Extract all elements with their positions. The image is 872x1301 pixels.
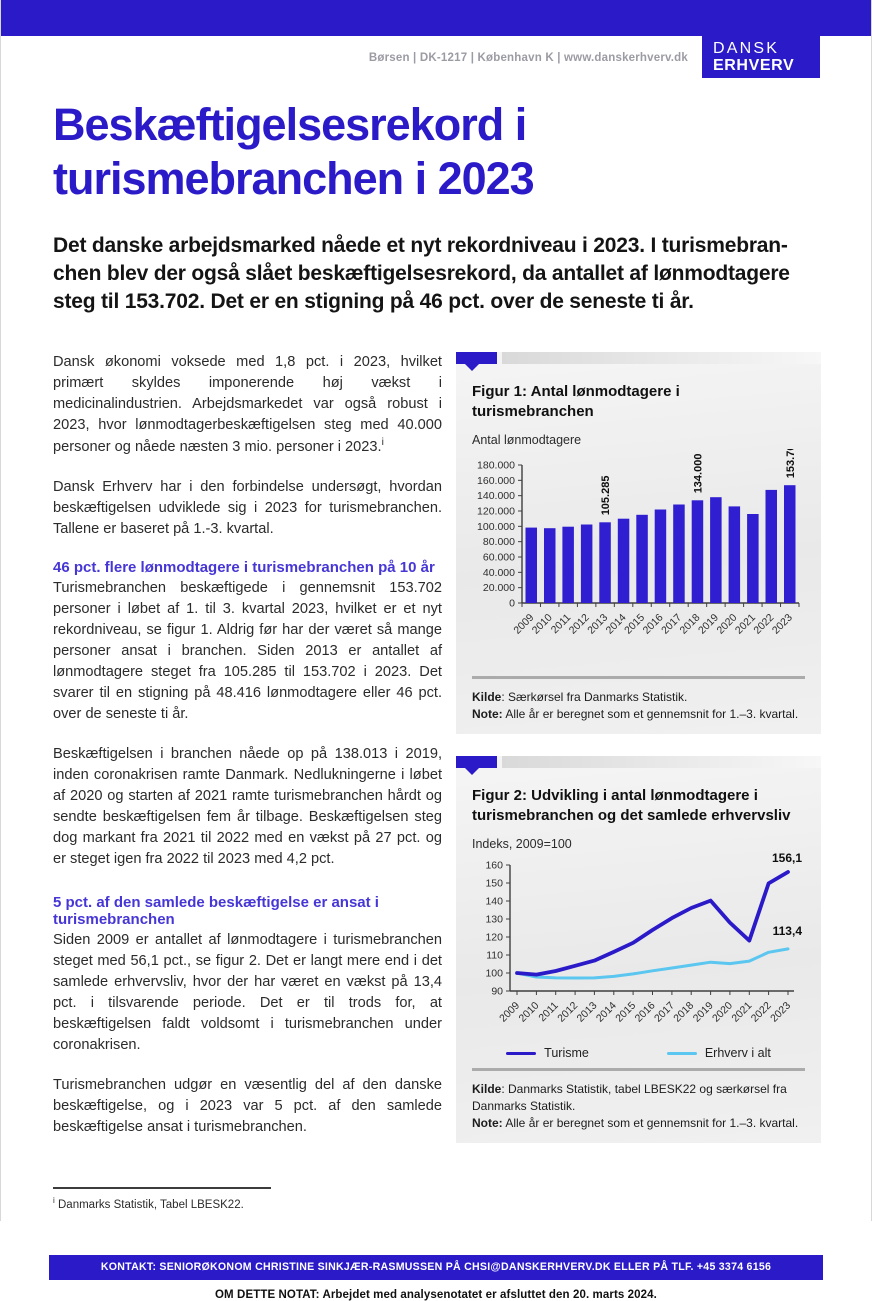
svg-text:2016: 2016 [640, 612, 666, 638]
figure-divider [472, 1068, 805, 1071]
footnote-text [53, 1196, 819, 1211]
svg-text:20.000: 20.000 [482, 582, 515, 595]
figure-2-title: Figur 2: Udvikling i antal lønmodtagere i turismebranchen og det samlede erhvervsliv [472, 787, 791, 824]
figure-1-box [456, 352, 821, 734]
figure-accent-tab [456, 756, 497, 768]
source-label: Kilde [472, 690, 502, 705]
svg-text:2021: 2021 [729, 1000, 755, 1026]
svg-text:60.000: 60.000 [482, 551, 515, 564]
svg-text:130: 130 [485, 913, 503, 926]
dansk-erhverv-logo [702, 36, 820, 78]
body-text-column [53, 352, 442, 1165]
svg-text:2015: 2015 [613, 1000, 639, 1026]
main-columns [53, 352, 819, 1165]
figure-2-header-strip [456, 756, 821, 768]
svg-text:134.000: 134.000 [692, 453, 705, 494]
svg-text:105.285: 105.285 [600, 475, 613, 516]
legend-label-turisme: Turisme [544, 1046, 589, 1061]
svg-text:120: 120 [485, 931, 503, 944]
svg-text:150: 150 [485, 877, 503, 890]
legend-item-erhverv [667, 1046, 771, 1060]
svg-text:153.702: 153.702 [784, 449, 797, 479]
svg-text:90: 90 [491, 985, 503, 998]
figure-2-note-line [472, 1115, 805, 1132]
svg-text:156,1: 156,1 [771, 853, 802, 866]
svg-text:2012: 2012 [555, 1000, 581, 1026]
svg-text:180.000: 180.000 [477, 459, 515, 472]
svg-text:2013: 2013 [585, 612, 611, 638]
figure-1-title: Figur 1: Antal lønmodtagere i turismebranchen [472, 383, 680, 420]
contact-bar: KONTAKT: SENIORØKONOM CHRISTINE SINKJÆR-RASMUSSEN PÅ CHSI@DANSKERHVERV.DK ELLER PÅ TLF. +45 3374 6156 [49, 1255, 823, 1280]
figure-header-gradient [502, 352, 821, 364]
svg-text:2014: 2014 [593, 1000, 619, 1026]
body-paragraph-1-text: Dansk økonomi voksede med 1,8 pct. i 2023, hvilket primært skyldes imponerende høj vækst i medicinalindustrien. Arbejdsmarkedet var også robust i 2023, hvor lønmodtagerbeskæftigelsen steg med 40.000 personer og nåede næsten 3 mio. personer i 2023. [53, 354, 442, 456]
svg-text:2016: 2016 [632, 1000, 658, 1026]
svg-text:2014: 2014 [603, 612, 629, 638]
figure-divider [472, 676, 805, 679]
svg-text:120.000: 120.000 [477, 505, 515, 518]
svg-text:160.000: 160.000 [477, 475, 515, 488]
svg-text:80.000: 80.000 [482, 536, 515, 549]
svg-text:2019: 2019 [696, 612, 722, 638]
figure-2-y-axis-label: Indeks, 2009=100 [472, 837, 572, 852]
figure-1-header-strip [456, 352, 821, 364]
line-chart-index [472, 853, 805, 1044]
svg-text:2023: 2023 [768, 1000, 794, 1026]
svg-text:2012: 2012 [566, 612, 592, 638]
svg-text:2018: 2018 [671, 1000, 697, 1026]
note-text: Alle år er beregnet som et gennemsnit for 1.–3. kvartal. [502, 706, 799, 721]
body-paragraph-6: Turismebranchen udgør en væsentlig del af den danske beskæftigelse, og i 2023 var 5 pct. af den samlede beskæftigelse ansat i turismebranchen. [53, 1077, 442, 1136]
svg-text:2009: 2009 [511, 612, 537, 638]
svg-text:2022: 2022 [751, 612, 777, 638]
svg-text:0: 0 [509, 597, 515, 610]
section-heading-5-pct: 5 pct. af den samlede beskæftigelse er ansat i turismebranchen [53, 894, 379, 929]
legend-label-erhverv: Erhverv i alt [704, 1046, 771, 1061]
svg-text:2018: 2018 [677, 612, 703, 638]
logo-line-1: DANSK [713, 40, 780, 57]
figure-1-source-line [472, 689, 805, 706]
figure-1-y-axis-label: Antal lønmodtagere [472, 433, 582, 448]
source-label: Kilde [472, 1082, 502, 1097]
note-label: Note: [472, 706, 503, 721]
svg-text:2020: 2020 [714, 612, 740, 638]
legend-swatch-turisme [506, 1052, 536, 1056]
svg-text:2020: 2020 [710, 1000, 736, 1026]
footnote-body: Danmarks Statistik, Tabel LBESK22. [58, 1198, 244, 1211]
figure-accent-tab [456, 352, 497, 364]
svg-text:140.000: 140.000 [477, 490, 515, 503]
footnote-marker: i [53, 1196, 55, 1206]
svg-text:2022: 2022 [748, 1000, 774, 1026]
figure-2-source-line [472, 1081, 805, 1114]
figure-2-box [456, 756, 821, 1143]
footnote-rule [53, 1187, 271, 1189]
svg-text:100.000: 100.000 [477, 521, 515, 534]
body-paragraph-4: Beskæftigelsen i branchen nåede op på 138.013 i 2019, inden coronakrisen ramte Danmark. Nedlukningerne i løbet af 2020 og starten af 2021 ramte turismebranchen hårdt og sendte beskæftigelsen fem år tilbage. Beskæftigelsen steg dog markant fra 2021 til 2022 med en vækst på 27 pct. og er steget igen fra 2022 til 2023 med 4,2 pct. [53, 746, 442, 868]
svg-text:140: 140 [485, 895, 503, 908]
svg-text:2010: 2010 [529, 612, 555, 638]
figure-accent-pointer [465, 768, 479, 775]
figure-header-gradient [502, 756, 821, 768]
svg-text:2009: 2009 [497, 1000, 523, 1026]
source-text: : Særkørsel fra Danmarks Statistik. [501, 690, 688, 705]
note-text: Alle år er beregnet som et gennemsnit for 1.–3. kvartal. [502, 1115, 799, 1130]
about-note: OM DETTE NOTAT: Arbejdet med analysenotatet er afsluttet den 20. marts 2024. [215, 1288, 657, 1301]
page-title: Beskæftigelsesrekord i turismebranchen i 2023 [53, 99, 534, 204]
svg-text:2023: 2023 [769, 612, 795, 638]
svg-text:110: 110 [486, 949, 503, 962]
svg-text:2017: 2017 [652, 1000, 678, 1026]
footnote-section [53, 1187, 819, 1211]
legend-swatch-erhverv [667, 1052, 697, 1056]
figure-accent-pointer [465, 364, 479, 371]
body-paragraph-5: Siden 2009 er antallet af lønmodtagere i turismebranchen steget med 56,1 pct., se figur 2. Det er langt mere end i det samlede erhvervsliv, hvor der har været en vækst på 13,4 pct. i tilsvarende periode. Det er til trods for, at beskæftigelsen faldt voldsomt i turismebranchen under coronakrisen. [53, 932, 442, 1054]
legend-item-turisme [506, 1046, 589, 1060]
figure-1-note-line [472, 706, 805, 723]
figure-2-body [456, 768, 821, 1143]
lede-paragraph: Det danske arbejdsmarked nåede et nyt rekordniveau i 2023. I turismebranchen blev der også slået beskæftigelsesrekord, da antallet af lønmodtagere steg til 153.702. Det er en stigning på 46 pct. over de seneste ti år. [53, 234, 790, 314]
figure-1-body [456, 364, 821, 734]
page-header [1, 36, 871, 80]
note-label: Note: [472, 1115, 503, 1130]
svg-text:2015: 2015 [622, 612, 648, 638]
svg-text:113,4: 113,4 [772, 924, 802, 939]
logo-line-2: ERHVERV [713, 57, 795, 75]
section-heading-46-pct: 46 pct. flere lønmodtagere i turismebranchen på 10 år [53, 559, 435, 577]
top-accent-bar [1, 0, 871, 36]
chart-legend [472, 1046, 805, 1060]
svg-text:2013: 2013 [574, 1000, 600, 1026]
svg-text:40.000: 40.000 [482, 567, 515, 580]
svg-text:160: 160 [485, 859, 503, 872]
bar-chart-employment [472, 449, 805, 668]
svg-text:2011: 2011 [548, 612, 574, 637]
svg-text:2017: 2017 [659, 612, 685, 638]
svg-text:2019: 2019 [690, 1000, 716, 1026]
svg-text:2010: 2010 [516, 1000, 542, 1026]
source-text: : Danmarks Statistik, tabel LBESK22 og særkørsel fra Danmarks Statistik. [472, 1082, 787, 1114]
header-address: Børsen | DK-1217 | København K | www.danskerhverv.dk [368, 52, 688, 64]
body-paragraph-3: Turismebranchen beskæftigede i gennemsnit 153.702 personer i løbet af 1. til 3. kvartal 2023, hvilket er et nyt rekordniveau, se figur 1. Aldrig før har der været så mange personer ansat i branchen. Siden 2013 er antallet af lønmodtagere steget fra 105.285 til 153.702 i 2023. Det svarer til en stigning på 48.416 lønmodtagere eller 46 pct. over de seneste ti år. [53, 580, 442, 723]
svg-text:2021: 2021 [732, 612, 758, 638]
body-paragraph-2: Dansk Erhverv har i den forbindelse undersøgt, hvordan beskæftigelsen udviklede sig i 2023 for turismebranchen. Tallene er baseret på 1.-3. kvartal. [53, 479, 442, 538]
body-paragraph-1 [53, 352, 442, 458]
figures-column [456, 352, 821, 1165]
svg-text:2011: 2011 [536, 1000, 561, 1025]
footnote-reference: i [381, 437, 384, 449]
svg-text:100: 100 [485, 967, 503, 980]
